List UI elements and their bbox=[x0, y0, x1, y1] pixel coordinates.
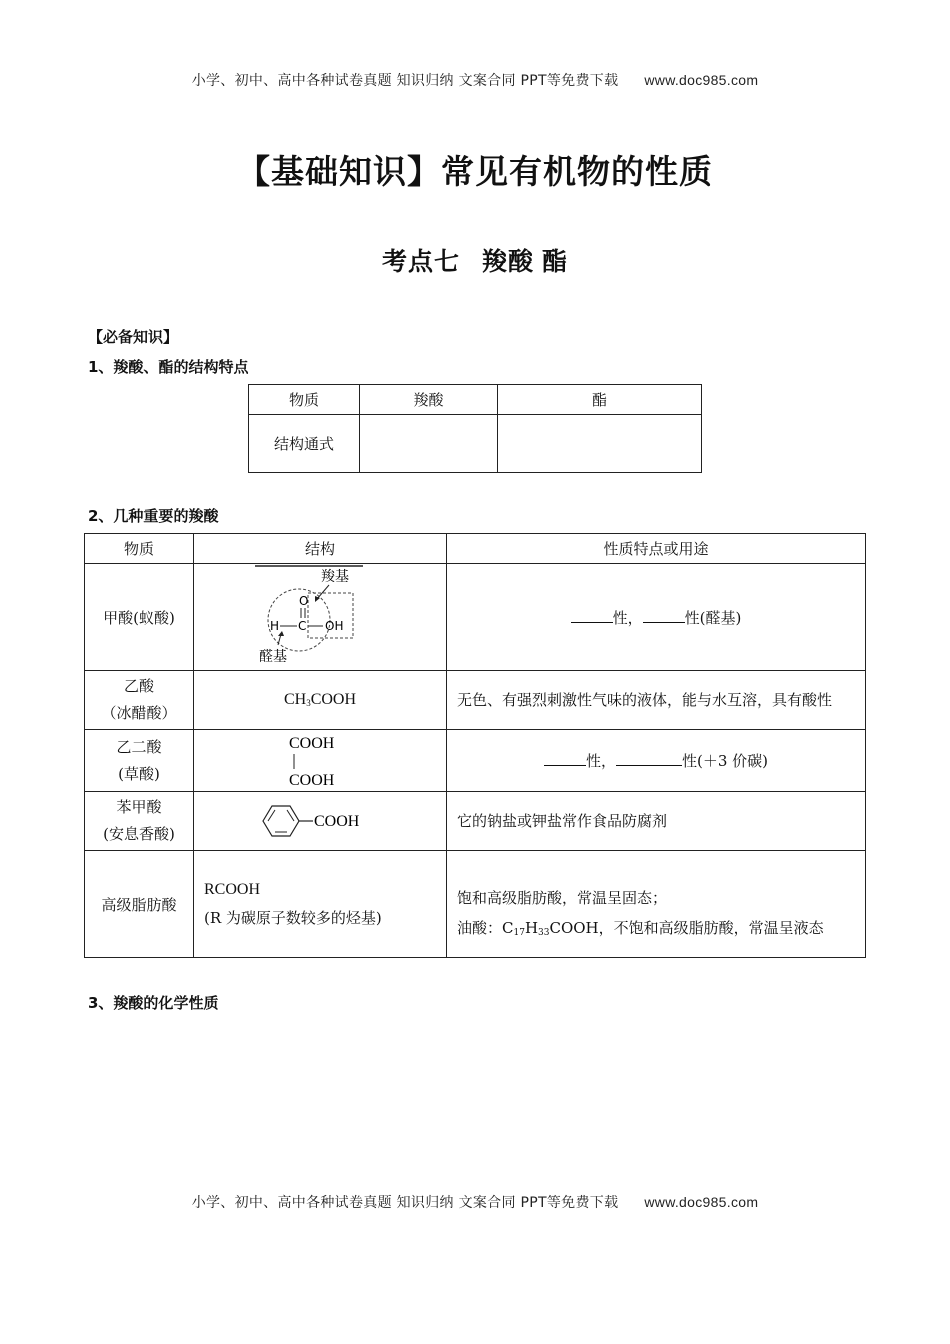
fatty-acid-structure bbox=[194, 851, 447, 958]
benzoic-acid-structure bbox=[194, 792, 447, 851]
table-row bbox=[85, 851, 866, 958]
subtitle-part3: 酯 bbox=[542, 247, 569, 276]
table-row bbox=[85, 564, 866, 671]
t2-header-substance: 物质 bbox=[85, 534, 194, 564]
t1-header-substance: 物质 bbox=[249, 385, 360, 415]
formic-acid-diagram bbox=[255, 565, 385, 669]
benzoic-cooh-group: COOH bbox=[314, 813, 360, 830]
oxalic-acid-properties bbox=[447, 730, 866, 792]
header-text: 小学、初中、高中各种试卷真题 知识归纳 文案合同 PPT等免费下载 bbox=[191, 73, 619, 89]
fatty-acid-note: (R 为碳原子数较多的烃基) bbox=[204, 909, 382, 927]
formic-acid-name: 甲酸(蚁酸) bbox=[85, 564, 194, 671]
t1-row-label: 结构通式 bbox=[249, 415, 360, 473]
acetic-acid-name bbox=[85, 671, 194, 730]
oxalic-acid-diagram bbox=[285, 732, 355, 790]
page-title: 【基础知识】常见有机物的性质 bbox=[237, 152, 713, 191]
fatty-acid-properties bbox=[447, 851, 866, 958]
t2-header-properties: 性质特点或用途 bbox=[447, 534, 866, 564]
section1-heading: 1、羧酸、酯的结构特点 bbox=[88, 358, 249, 376]
page-footer bbox=[0, 1192, 950, 1212]
fatty-acid-prop1: 饱和高级脂肪酸，常温呈固态； bbox=[457, 889, 668, 907]
section-essential-heading: 【必备知识】 bbox=[88, 328, 179, 346]
footer-text: 小学、初中、高中各种试卷真题 知识归纳 文案合同 PPT等免费下载 bbox=[191, 1195, 619, 1211]
benzoic-acid-name2: (安息香酸) bbox=[103, 825, 175, 843]
structure-table bbox=[248, 384, 702, 473]
subtitle-part1: 考点七 bbox=[381, 247, 460, 276]
oxalic-prop-text2: 性(＋3 价碳) bbox=[681, 752, 769, 770]
oxalic-acid-structure bbox=[194, 730, 447, 792]
header-site[interactable]: www.doc985.com bbox=[644, 72, 759, 88]
page-header bbox=[0, 70, 950, 90]
section2-heading: 2、几种重要的羧酸 bbox=[88, 507, 219, 525]
formic-acid-structure bbox=[194, 564, 447, 671]
acetic-acid-name2: （冰醋酸） bbox=[101, 704, 177, 722]
carboxyl-label: 羧基 bbox=[321, 569, 349, 585]
table-row bbox=[85, 671, 866, 730]
t1-cell-acid-blank[interactable] bbox=[360, 415, 498, 473]
t1-cell-ester-blank[interactable] bbox=[498, 415, 702, 473]
hydroxyl-group: OH bbox=[325, 619, 344, 633]
oxygen-atom: O bbox=[299, 594, 309, 608]
oxalic-acid-name bbox=[85, 730, 194, 792]
fill-blank[interactable] bbox=[643, 608, 685, 623]
page-subtitle bbox=[0, 242, 950, 278]
t1-header-ester: 酯 bbox=[498, 385, 702, 415]
benzoic-acid-properties: 它的钠盐或钾盐常作食品防腐剂 bbox=[447, 792, 866, 851]
formic-prop-text2: 性(醛基) bbox=[684, 608, 742, 627]
oxalic-bottom-group: COOH bbox=[289, 771, 335, 789]
benzoic-acid-name1: 苯甲酸 bbox=[116, 798, 162, 816]
table-row bbox=[85, 792, 866, 851]
acetic-acid-formula: $CH_3COOH$ bbox=[194, 671, 447, 730]
oxalic-top-group: COOH bbox=[289, 734, 335, 752]
fill-blank[interactable] bbox=[616, 751, 682, 766]
oxalic-acid-name2: (草酸) bbox=[118, 764, 160, 783]
formic-acid-properties bbox=[447, 564, 866, 671]
table-row bbox=[85, 730, 866, 792]
hydrogen-atom: H bbox=[270, 619, 280, 633]
fill-blank[interactable] bbox=[571, 608, 613, 623]
subtitle-part2: 羧酸 bbox=[481, 247, 534, 276]
t2-header-structure: 结构 bbox=[194, 534, 447, 564]
fatty-acid-prop2: 油酸：$C_{17}H_{33}COOH$，不饱和高级脂肪酸，常温呈液态 bbox=[457, 919, 824, 938]
aldehyde-label: 醛基 bbox=[259, 649, 287, 665]
carbon-atom: C bbox=[298, 619, 307, 633]
fatty-acid-name: 高级脂肪酸 bbox=[85, 851, 194, 958]
fill-blank[interactable] bbox=[544, 751, 586, 766]
section3-heading: 3、羧酸的化学性质 bbox=[88, 994, 219, 1012]
formic-prop-text1: 性， bbox=[612, 608, 643, 627]
oxalic-acid-name1: 乙二酸 bbox=[116, 737, 162, 756]
fatty-acid-formula: RCOOH bbox=[204, 881, 261, 898]
benzoic-acid-diagram bbox=[255, 801, 385, 841]
acetic-acid-properties: 无色、有强烈刺激性气味的液体，能与水互溶，具有酸性 bbox=[447, 671, 866, 730]
acetic-acid-name1: 乙酸 bbox=[123, 677, 154, 695]
t1-header-acid: 羧酸 bbox=[360, 385, 498, 415]
carboxylic-acids-table bbox=[84, 533, 866, 958]
footer-site[interactable]: www.doc985.com bbox=[644, 1194, 759, 1210]
benzoic-acid-name bbox=[85, 792, 194, 851]
oxalic-prop-text1: 性， bbox=[585, 752, 616, 770]
